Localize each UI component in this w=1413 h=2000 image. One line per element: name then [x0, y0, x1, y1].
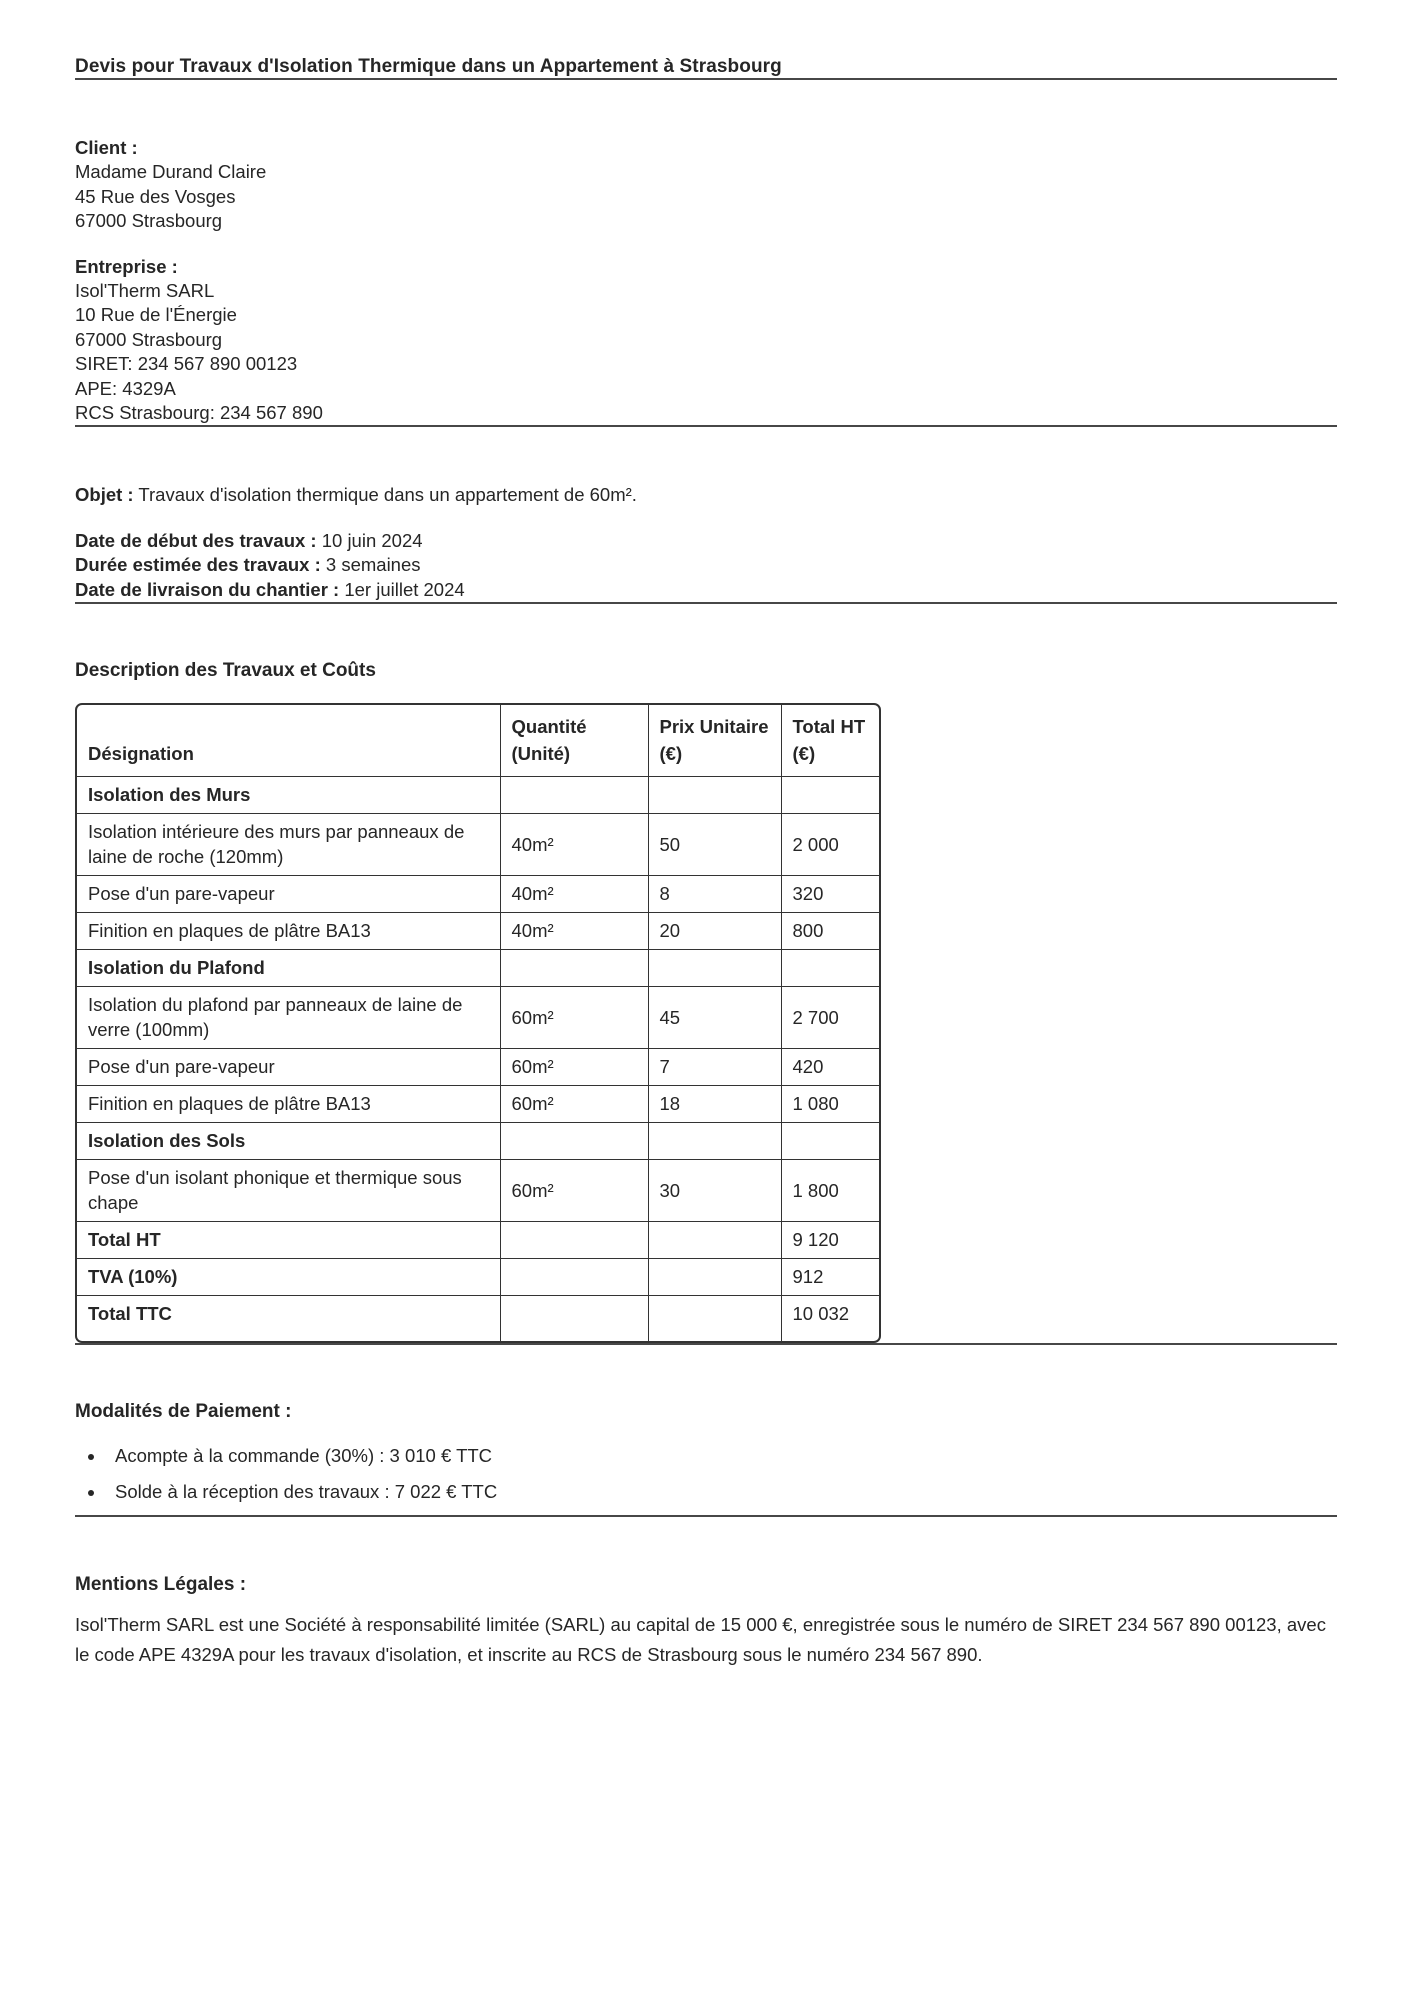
divider: [75, 1343, 1337, 1345]
cost-section-heading: Description des Travaux et Coûts: [75, 660, 376, 682]
table-section-row: [77, 1123, 881, 1160]
client-address-line: Madame Durand Claire: [75, 161, 267, 183]
entreprise-label: Entreprise :: [75, 255, 178, 277]
cell-designation: Isolation du Plafond: [77, 950, 500, 987]
cell-unit-price: 18: [648, 1086, 781, 1123]
cell-quantity: [500, 1296, 648, 1342]
cell-unit-price: [648, 777, 781, 814]
entreprise-detail-line: SIRET: 234 567 890 00123: [75, 353, 298, 375]
cell-quantity: 60m²: [500, 987, 648, 1049]
table-item-row: [77, 1086, 881, 1123]
header-total-ht: Total HT (€): [781, 705, 881, 777]
cell-unit-price: 20: [648, 913, 781, 950]
cell-quantity: 60m²: [500, 1160, 648, 1222]
cell-unit-price: [648, 1259, 781, 1296]
cell-designation: Pose d'un pare-vapeur: [77, 1049, 500, 1086]
date-start-value: 10 juin 2024: [321, 529, 423, 551]
cell-total-ht: [781, 777, 881, 814]
cell-total-ht: 9 120: [781, 1222, 881, 1259]
cell-quantity: [500, 777, 648, 814]
cell-designation: Total HT: [77, 1222, 500, 1259]
payment-item: • Solde à la réception des travaux : 7 022 € TTC: [106, 1479, 1337, 1504]
cell-designation: Isolation du plafond par panneaux de laine de verre (100mm): [77, 987, 500, 1049]
header-unit-price: Prix Unitaire (€): [648, 705, 781, 777]
cell-quantity: 40m²: [500, 876, 648, 913]
table-item-row: [77, 987, 881, 1049]
cost-table-body: [77, 777, 881, 1342]
payment-list: [75, 1443, 1337, 1504]
cell-quantity: 40m²: [500, 913, 648, 950]
document-title: Devis pour Travaux d'Isolation Thermique dans un Appartement à Strasbourg: [75, 56, 782, 77]
client-address: [75, 160, 1337, 233]
date-start-label: Date de début des travaux :: [75, 529, 317, 551]
divider: [75, 78, 1337, 80]
payment-item: • Acompte à la commande (30%) : 3 010 € TTC: [106, 1443, 1337, 1468]
cell-unit-price: 7: [648, 1049, 781, 1086]
cell-quantity: [500, 950, 648, 987]
cell-unit-price: [648, 1123, 781, 1160]
table-total-row: [77, 1222, 881, 1259]
cell-unit-price: 8: [648, 876, 781, 913]
entreprise-detail-line: 10 Rue de l'Énergie: [75, 304, 237, 326]
cell-quantity: [500, 1259, 648, 1296]
table-item-row: [77, 814, 881, 876]
cell-unit-price: [648, 1222, 781, 1259]
table-header-row: [77, 705, 881, 777]
entreprise-detail-line: 67000 Strasbourg: [75, 328, 223, 350]
entreprise-block: [75, 255, 1337, 426]
table-item-row: [77, 876, 881, 913]
client-address-line: 45 Rue des Vosges: [75, 185, 236, 207]
cell-quantity: 60m²: [500, 1086, 648, 1123]
cell-quantity: 40m²: [500, 814, 648, 876]
date-duration-value: 3 semaines: [325, 554, 421, 576]
cell-designation: Isolation intérieure des murs par panneaux de laine de roche (120mm): [77, 814, 500, 876]
cell-designation: Isolation des Murs: [77, 777, 500, 814]
cell-total-ht: 1 080: [781, 1086, 881, 1123]
cell-designation: Finition en plaques de plâtre BA13: [77, 1086, 500, 1123]
client-block: [75, 136, 1337, 234]
legal-heading: Mentions Légales :: [75, 1574, 247, 1596]
entreprise-details: [75, 279, 1337, 425]
table-item-row: [77, 1049, 881, 1086]
cell-quantity: 60m²: [500, 1049, 648, 1086]
date-line: [75, 529, 1337, 554]
table-item-row: [77, 913, 881, 950]
cell-designation: Pose d'un isolant phonique et thermique sous chape: [77, 1160, 500, 1222]
cell-total-ht: 320: [781, 876, 881, 913]
objet-line: [75, 483, 1337, 508]
table-total-row: [77, 1296, 881, 1342]
cell-designation: Isolation des Sols: [77, 1123, 500, 1160]
cell-total-ht: 800: [781, 913, 881, 950]
table-section-row: [77, 777, 881, 814]
cell-unit-price: 30: [648, 1160, 781, 1222]
dates-block: [75, 529, 1337, 603]
cell-unit-price: [648, 950, 781, 987]
table-total-row: [77, 1259, 881, 1296]
date-delivery-value: 1er juillet 2024: [344, 578, 465, 600]
table-item-row: [77, 1160, 881, 1222]
client-address-line: 67000 Strasbourg: [75, 210, 223, 232]
divider: [75, 1515, 1337, 1517]
header-quantity: Quantité (Unité): [500, 705, 648, 777]
cell-total-ht: 1 800: [781, 1160, 881, 1222]
date-line: [75, 578, 1337, 603]
cell-unit-price: 45: [648, 987, 781, 1049]
cell-unit-price: [648, 1296, 781, 1342]
objet-label: Objet :: [75, 484, 134, 506]
cell-unit-price: 50: [648, 814, 781, 876]
divider: [75, 425, 1337, 427]
legal-text: Isol'Therm SARL est une Société à responsabilité limitée (SARL) au capital de 15 000 €, enregistrée sous le numéro de SIRET 234 567 890 00123, avec le code APE 4329A pour les travaux d'isolation, et inscrite au RCS de Strasbourg sous le numéro 234 567 890.: [75, 1614, 1326, 1665]
entreprise-detail-line: RCS Strasbourg: 234 567 890: [75, 402, 323, 424]
cell-total-ht: 912: [781, 1259, 881, 1296]
divider: [75, 602, 1337, 604]
date-duration-label: Durée estimée des travaux :: [75, 554, 321, 576]
date-line: [75, 553, 1337, 578]
cell-total-ht: 420: [781, 1049, 881, 1086]
cell-total-ht: [781, 1123, 881, 1160]
cell-total-ht: [781, 950, 881, 987]
entreprise-detail-line: Isol'Therm SARL: [75, 280, 215, 302]
cell-quantity: [500, 1222, 648, 1259]
entreprise-detail-line: APE: 4329A: [75, 377, 176, 399]
cell-designation: Finition en plaques de plâtre BA13: [77, 913, 500, 950]
cell-designation: Total TTC: [77, 1296, 500, 1342]
objet-text: Travaux d'isolation thermique dans un appartement de 60m².: [138, 484, 637, 506]
cell-designation: Pose d'un pare-vapeur: [77, 876, 500, 913]
table-section-row: [77, 950, 881, 987]
header-designation: Désignation: [77, 705, 500, 777]
cell-total-ht: 10 032: [781, 1296, 881, 1342]
date-delivery-label: Date de livraison du chantier :: [75, 578, 340, 600]
cell-total-ht: 2 000: [781, 814, 881, 876]
payment-heading: Modalités de Paiement :: [75, 1401, 292, 1423]
cell-quantity: [500, 1123, 648, 1160]
cell-designation: TVA (10%): [77, 1259, 500, 1296]
cost-table: [75, 703, 881, 1343]
cell-total-ht: 2 700: [781, 987, 881, 1049]
client-label: Client :: [75, 137, 138, 158]
